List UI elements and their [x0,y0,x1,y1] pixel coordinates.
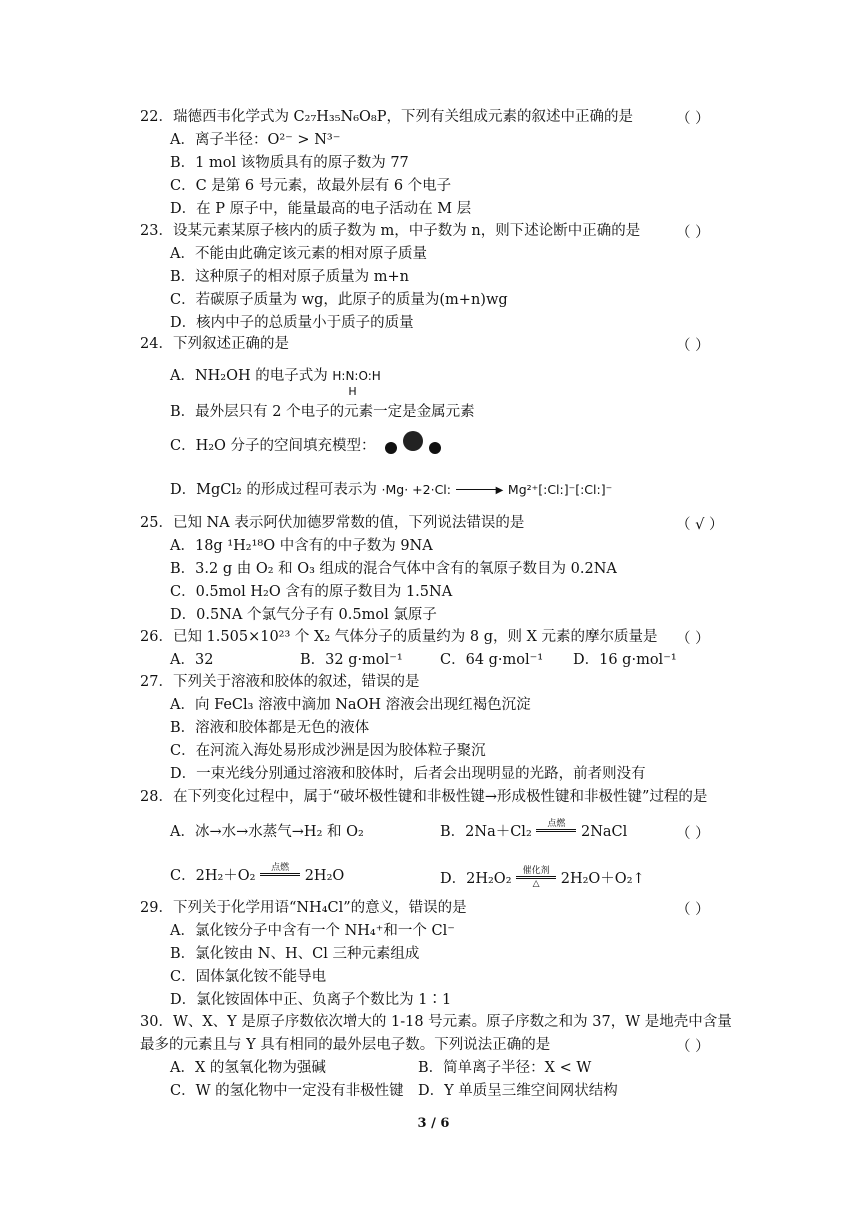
question-29-option-a: A．氯化铵分子中含有一个 NH₄⁺和一个 Cl⁻ [170,923,455,939]
question-26-stem: 26．已知 1.505×10²³ 个 X₂ 气体分子的质量约为 8 g，则 X 元素的摩尔质量是 [140,629,658,645]
question-24-option-c-text: C．H₂O 分子的空间填充模型： [170,438,376,454]
question-29-option-c: C．固体氯化铵不能导电 [170,969,327,985]
nh2oh-electron-formula: H:N:O:H H [332,369,381,398]
question-28-option-a: A．冰→水→水蒸气→H₂ 和 O₂ [170,824,364,840]
water-space-filling-model-icon [380,436,442,456]
question-26-option-a: A．32 [170,652,214,668]
question-30-stem-continued: 最多的元素且与 Y 具有相同的最外层电子数。下列说法正确的是 [140,1037,551,1053]
question-29-stem: 29．下列关于化学用语“NH₄Cl”的意义，错误的是 [140,900,467,916]
question-23-option-a: A．不能由此确定该元素的相对原子质量 [170,246,427,262]
question-25-option-d: D．0.5NA 个氯气分子有 0.5mol 氯原子 [170,607,437,623]
question-25-option-a: A．18g ¹H₂¹⁸O 中含有的中子数为 9NA [170,538,433,554]
question-30-option-c: C．W 的氢化物中一定没有非极性键 [170,1083,404,1099]
question-26-option-d: D．16 g·mol⁻¹ [573,652,677,668]
question-22-answer-paren: （ ） [676,111,710,127]
question-30-option-b: B．简单离子半径：X < W [418,1060,592,1076]
question-22-option-a: A．离子半径：O²⁻ > N³⁻ [170,132,341,148]
reaction-arrow-icon [456,489,496,490]
question-22-option-c: C．C 是第 6 号元素，故最外层有 6 个电子 [170,178,452,194]
ignite-condition-arrow-2: 点燃 [260,863,300,876]
question-23-option-c: C．若碳原子质量为 wg，此原子的质量为(m+n)wg [170,292,508,308]
question-23-option-d: D．核内中子的总质量小于质子的质量 [170,315,414,331]
page-number: 3 / 6 [417,1116,450,1131]
ignite-condition-arrow: 点燃 [536,819,576,832]
question-22-option-b: B．1 mol 该物质具有的原子数为 77 [170,155,409,171]
question-30-answer-paren: （ ） [676,1039,710,1055]
question-28-stem: 28．在下列变化过程中，属于“破坏极性键和非极性键→形成极性键和非极性键”过程的是 [140,789,708,805]
question-23-answer-paren: （ ） [676,225,710,241]
arrow-head-icon: ▶ [495,485,504,496]
question-28-option-d: D．2H₂O₂ 催化剂 △ 2H₂O＋O₂↑ [440,866,645,889]
question-26-option-c: C．64 g·mol⁻¹ [440,652,544,668]
question-28-answer-paren: （ ） [676,826,710,842]
question-30-option-a: A．X 的氢氧化物为强碱 [170,1060,326,1076]
question-25-option-c: C．0.5mol H₂O 含有的原子数目为 1.5NA [170,584,453,600]
question-24-option-b: B．最外层只有 2 个电子的元素一定是金属元素 [170,404,475,420]
question-25-answer-paren: （ √ ） [676,517,724,533]
question-24-option-a [170,366,381,398]
question-27-option-b: B．溶液和胶体都是无色的液体 [170,720,370,736]
question-26-answer-paren: （ ） [676,631,710,647]
question-27-option-d: D．一束光线分别通过溶液和胶体时，后者会出现明显的光路，前者则没有 [170,766,646,782]
mgcl2-formation-left: ·Mg· +2·Cl: [381,482,451,497]
question-27-option-a: A．向 FeCl₃ 溶液中滴加 NaOH 溶液会出现红褐色沉淀 [170,697,531,713]
question-22-stem: 22．瑞德西韦化学式为 C₂₇H₃₅N₆O₈P，下列有关组成元素的叙述中正确的是 [140,109,634,125]
question-29-option-d: D．氯化铵固体中正、负离子个数比为 1∶1 [170,992,452,1008]
question-28-option-c: C．2H₂＋O₂ 点燃 2H₂O [170,863,345,884]
question-22-option-d: D．在 P 原子中，能量最高的电子活动在 M 层 [170,201,472,217]
question-30-stem: 30．W、X、Y 是原子序数依次增大的 1-18 号元素。原子序数之和为 37，W 是地壳中含量 [140,1014,732,1030]
question-26-option-b: B．32 g·mol⁻¹ [300,652,403,668]
question-24-stem: 24．下列叙述正确的是 [140,336,289,352]
question-24-option-c [170,436,442,456]
question-23-stem: 23．设某元素某原子核内的质子数为 m，中子数为 n，则下述论断中正确的是 [140,223,641,239]
question-30-option-d: D．Y 单质呈三维空间网状结构 [418,1083,618,1099]
question-29-option-b: B．氯化铵由 N、H、Cl 三种元素组成 [170,946,420,962]
question-28-option-b: B．2Na＋Cl₂ 点燃 2NaCl [440,819,628,840]
question-25-stem: 25．已知 NA 表示阿伏加德罗常数的值，下列说法错误的是 [140,515,525,531]
question-23-option-b: B．这种原子的相对原子质量为 m+n [170,269,410,285]
catalyst-heat-condition-arrow: 催化剂 △ [516,866,556,889]
question-24-answer-paren: （ ） [676,338,710,354]
mgcl2-formation-right: Mg²⁺[:Cl:]⁻[:Cl:]⁻ [507,482,613,497]
question-25-option-b: B．3.2 g 由 O₂ 和 O₃ 组成的混合气体中含有的氧原子数目为 0.2NA [170,561,617,577]
question-24-option-d-text: D．MgCl₂ 的形成过程可表示为 [170,482,377,498]
question-24-option-a-text: A．NH₂OH 的电子式为 [170,368,328,384]
question-27-option-c: C．在河流入海处易形成沙洲是因为胶体粒子聚沉 [170,743,486,759]
question-24-option-d [170,480,612,502]
question-29-answer-paren: （ ） [676,902,710,918]
question-27-stem: 27．下列关于溶液和胶体的叙述，错误的是 [140,674,420,690]
